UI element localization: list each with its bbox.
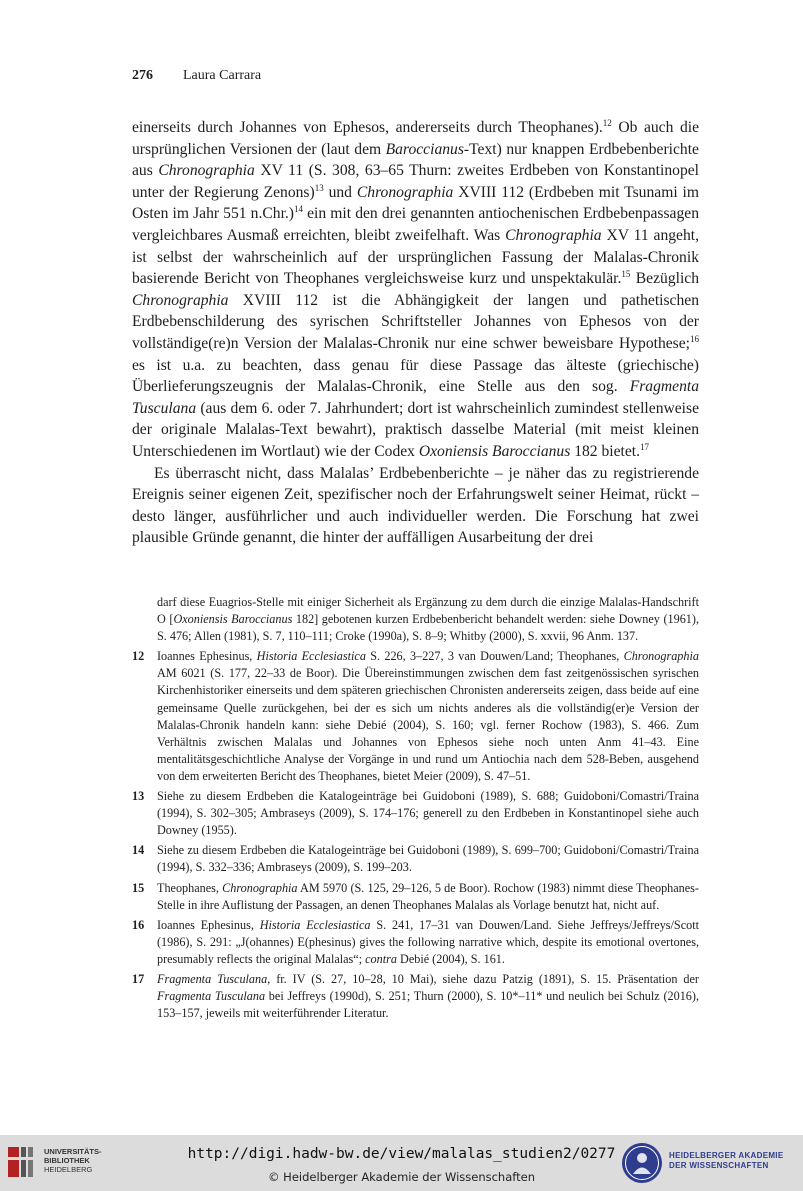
running-head-author: Laura Carrara: [183, 68, 262, 83]
text-run: einerseits durch Johannes von Ephesos, andererseits durch Theophanes).: [132, 119, 603, 136]
academy-name: [669, 1151, 783, 1171]
text-run: XV 11 (S. 308, 63–65 Thurn: zweites Erdbeben von Konstantinopel unter der Regierung Zenons): [132, 162, 699, 201]
text-run: XVIII 112 ist die Abhängigkeit der langen und pathetischen Erdbebenschilderung des syrischen Schriftsteller Johannes von Ephesos von der vollständige(re)n Version der Malalas-Chronik nur eine schwer beweisbare Hypothese;: [132, 291, 699, 352]
footnote-number: 12: [132, 649, 145, 664]
footnote-ref-15[interactable]: 15: [621, 268, 631, 279]
footnote-continuation: [132, 594, 699, 645]
text-run: Siehe zu diesem Erdbeben die Katalogeinträge bei Guidoboni (1989), S. 688; Guidoboni/Comastri/Traina (1994), S. 302–305; Ambraseys (2009), S. 174–176; generell zu den Erdbeben in Konstantinopel siehe auch Downey (1955).: [157, 789, 699, 838]
footnote-12: [132, 648, 699, 785]
permalink-url[interactable]: http://digi.hadw-bw.de/view/malalas_studien2/0277: [187, 1146, 616, 1162]
footnote-ref-13[interactable]: 13: [314, 182, 324, 193]
footnote-number: 16: [132, 917, 145, 932]
paragraph-1: [132, 117, 699, 463]
italic-run: Historia Ecclesiastica: [256, 649, 366, 664]
footnote-14: [132, 842, 699, 876]
italic-run: Chronographia: [356, 183, 454, 201]
footnote-number: 13: [132, 789, 145, 804]
text-run: darf diese Euagrios-Stelle mit einiger Sicherheit als Ergänzung zu dem durch die einzige Malalas-Handschrift O [: [157, 595, 699, 627]
library-line: HEIDELBERG: [44, 1165, 93, 1174]
text-run: AM 6021 (S. 177, 22–33 de Boor). Die Übereinstimmungen zwischen dem fast zeitgenössischen syrischen Kirchenhistoriker einerseits und dem späteren griechischen Chronisten andererseits zeigen, dass beide auf eine gemeinsame Quelle zurückgehen, bei der es sich um nichts anderes als die vollständig(er)e Version der Malalas-Chronik handeln kann: siehe Debié (2004), S. 160; vgl. ferner Rochow (1983), S. 466. Zum Verhältnis zwischen Malalas und Johannes von Ephesos siehe noch unten Anm 41–43. Eine mentalitätsgeschichtliche Analyse der Vorgänge in und rund um Antiochia nach dem 528-Beben, ausgehend von dem erweiterten Bericht des Theophanes, bietet Meier (2009), S. 47–51.: [157, 666, 699, 783]
text-run: Siehe zu diesem Erdbeben die Katalogeinträge bei Guidoboni (1989), S. 699–700; Guidoboni/Comastri/Traina (1994), S. 332–336; Ambraseys (2009), S. 199–203.: [157, 843, 699, 875]
italic-run: Fragmenta Tusculana: [157, 971, 268, 986]
italic-run: Oxoniensis Baroccianus: [418, 442, 571, 460]
library-line: BIBLIOTHEK: [44, 1156, 90, 1165]
text-run: 182] gebotenen kurzen Erdbebenbericht behandelt werden: siehe Downey (1961), S. 476; Allen (1981), S. 7, 110–111; Croke (1990a), S. 8–9; Whitby (2000), S. xxvii, 96 Anm. 137.: [157, 612, 699, 644]
italic-run: Oxoniensis Baroccianus: [173, 612, 293, 627]
text-run: es ist u.a. zu beachten, dass genau für diese Passage das älteste (griechische) Überlieferungszeugnis der Malalas-Chronik, eine Stelle aus den sog.: [132, 356, 699, 396]
footnote-number: 17: [132, 971, 145, 986]
text-run: XV 11 angeht, ist selbst der wahrscheinlich auf der ursprünglichen Fassung der Malalas-Chronik basierende Bericht von Theophanes vergleichsweise kurz und unspektakulär.: [132, 226, 700, 288]
footnote-16: [132, 917, 699, 968]
academy-line: HEIDELBERGER AKADEMIE: [669, 1151, 784, 1160]
italic-run: Chronographia: [132, 291, 229, 309]
text-run: Ioannes Ephesinus,: [157, 917, 260, 932]
italic-run: Chronographia: [505, 226, 602, 244]
library-line: UNIVERSITÄTS-: [44, 1147, 102, 1156]
text-run: S. 241, 17–31 van Douwen/Land. Siehe Jeffreys/Jeffreys/Scott (1986), S. 291: „J(ohannes) E(phesinus) gives the following narrative which, despite its emotional overtones, presumably reflects the original Malalas“;: [157, 917, 699, 966]
italic-run: Chronographia: [222, 880, 298, 895]
text-run: XVIII 112 (Erdbeben mit Tsunami im Osten im Jahr 551 n.Chr.): [132, 183, 700, 223]
page-number: 276: [132, 68, 153, 83]
text-run: Bezüglich: [630, 270, 699, 288]
footer-bar: [0, 1135, 803, 1191]
text-run: ein mit den drei genannten antiochenischen Erdbebenpassagen vergleichbares Ausmaß erreichten, bleibt zweifelhaft. Was: [132, 205, 699, 244]
text-run: bei Jeffreys (1990d), S. 251; Thurn (2000), S. 10*–11* und neulich bei Schulz (2016), 153–157, jeweils mit weiterführender Literatur.: [157, 989, 699, 1021]
academy-seal-icon: [620, 1141, 664, 1185]
copyright-notice: © Heidelberger Akademie der Wissenschaften: [268, 1170, 535, 1184]
text-run: 182 bietet.: [570, 442, 641, 460]
main-text: [132, 117, 699, 549]
text-run: Ioannes Ephesinus,: [157, 649, 257, 664]
footnote-ref-17[interactable]: 17: [640, 441, 650, 452]
footnote-number: 15: [132, 880, 145, 895]
italic-run: Baroccianus: [385, 140, 464, 158]
running-header: [132, 68, 261, 84]
italic-run: Fragmenta Tusculana: [132, 378, 699, 417]
footnote-13: [132, 788, 699, 839]
italic-run: Chronographia: [158, 162, 255, 180]
text-run: und: [323, 183, 357, 201]
footnotes: [132, 594, 699, 1025]
text-run: Theophanes,: [157, 880, 223, 895]
text-run: S. 226, 3–227, 3 van Douwen/Land; Theophanes,: [365, 649, 624, 664]
text-run: Ob auch die ursprünglichen Versionen der (laut dem: [132, 119, 699, 158]
text-run: -Text) nur knappen Erdbebenberichte aus: [132, 140, 699, 180]
footnote-ref-14[interactable]: 14: [294, 204, 303, 215]
italic-run: Chronographia: [623, 649, 699, 664]
text-run: AM 5970 (S. 125, 29–126, 5 de Boor). Rochow (1983) nimmt diese Theophanes-Stelle in ihre Auflistung der Passagen, an denen Theophanes Malalas als Vorlage benutzt hat, nicht auf.: [157, 880, 699, 912]
text-run: (aus dem 6. oder 7. Jahrhundert; dort ist wahrscheinlich zumindest stellenweise der originale Malalas-Text bewahrt), praktisch dasselbe Material (mit meist kleinen Unterschiedenen im Wortlaut) wie der Codex: [132, 399, 699, 460]
italic-run: Historia Ecclesiastica: [259, 917, 371, 932]
text-run: , fr. IV (S. 27, 10–28, 10 Mai), siehe dazu Patzig (1891), S. 15. Präsentation der: [267, 971, 699, 986]
text-run: Debié (2004), S. 161.: [396, 951, 505, 966]
italic-run: Fragmenta Tusculana: [157, 989, 266, 1004]
footnote-number: 14: [132, 843, 145, 858]
footnote-ref-16[interactable]: 16: [690, 333, 699, 344]
italic-run: contra: [365, 951, 397, 966]
footnote-15: [132, 880, 699, 914]
paragraph-2: Es überrascht nicht, dass Malalas’ Erdbebenberichte – je näher das zu registrierende Ereignis seiner eigenen Zeit, spezifischer noch der Erfahrungswelt seiner Heimat, rückt – desto länger, ausführlicher und auch individueller werden. Die Forschung hat zwei plausible Gründe genannt, die hinter der auffälligen Ausarbeitung der drei: [132, 464, 699, 547]
academy-line: DER WISSENSCHAFTEN: [669, 1161, 769, 1170]
footnote-17: [132, 971, 699, 1022]
footnote-ref-12[interactable]: 12: [602, 117, 612, 128]
